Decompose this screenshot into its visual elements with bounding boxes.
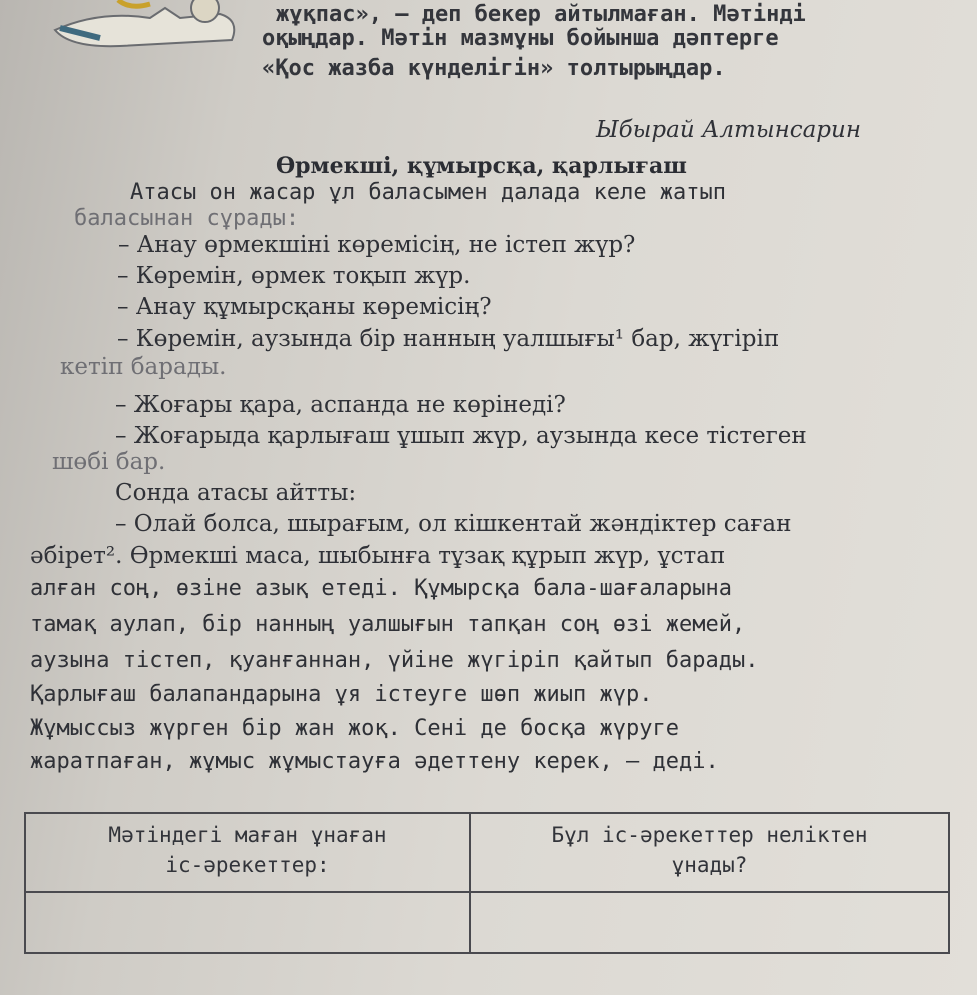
double-entry-diary-table bbox=[24, 812, 950, 954]
table-cell-empty[interactable] bbox=[471, 893, 948, 953]
story-line: аузына тістеп, қуанғаннан, үйіне жүгіріп қайтып барады. bbox=[30, 648, 759, 673]
story-line: жаратпаған, жұмыс жұмыстауға әдеттену керек, – деді. bbox=[30, 749, 719, 774]
table-header-liked-actions: Мәтіндегі маған ұнаған іс-әрекеттер: bbox=[108, 823, 387, 878]
intro-line-1: жұқпас», – деп бекер айтылмаған. Мәтінді bbox=[276, 2, 806, 27]
story-line: Қарлығаш балапандарына ұя істеуге шөп жиып жүр. bbox=[30, 682, 653, 707]
story-line: – Көремін, өрмек тоқып жүр. bbox=[117, 263, 471, 289]
story-line: тамақ аулап, бір нанның уалшығын тапқан соң өзі жемей, bbox=[30, 612, 746, 637]
story-line: – Анау құмырсқаны көремісің? bbox=[117, 294, 492, 320]
story-line: шөбі бар. bbox=[52, 449, 166, 475]
story-title: Өрмекші, құмырсқа, қарлығаш bbox=[276, 153, 687, 179]
story-line: алған соң, өзіне азық етеді. Құмырсқа бала-шағаларына bbox=[30, 576, 732, 601]
story-line: – Көремін, аузында бір нанның уалшығы¹ бар, жүгіріп bbox=[117, 326, 780, 352]
story-line: – Олай болса, шырағым, ол кішкентай жәндіктер саған bbox=[115, 511, 792, 537]
book-illustration bbox=[0, 0, 260, 50]
story-line: – Анау өрмекшіні көремісің, не істеп жүр? bbox=[118, 232, 636, 258]
story-line: Сонда атасы айтты: bbox=[115, 480, 357, 506]
table-cell-empty[interactable] bbox=[26, 893, 469, 953]
author-name: Ыбырай Алтынсарин bbox=[596, 117, 861, 143]
intro-line-2: оқыңдар. Мәтін мазмұны бойынша дәптерге bbox=[262, 26, 779, 51]
story-line: Жұмыссыз жүрген бір жан жоқ. Сені де босқа жүруге bbox=[30, 716, 680, 741]
intro-line-3: «Қос жазба күнделігін» толтырыңдар. bbox=[262, 56, 726, 81]
story-line: кетіп барады. bbox=[60, 354, 227, 380]
story-line: баласынан сұрады: bbox=[74, 206, 300, 231]
story-line: – Жоғары қара, аспанда не көрінеді? bbox=[115, 392, 566, 418]
table-header-why-liked: Бұл іс-әрекеттер неліктен ұнады? bbox=[551, 823, 868, 878]
story-line: – Жоғарыда қарлығаш ұшып жүр, аузында кесе тістеген bbox=[115, 423, 807, 449]
story-line: әбірет². Өрмекші маса, шыбынға тұзақ құрып жүр, ұстап bbox=[30, 543, 726, 569]
story-line: Атасы он жасар ұл баласымен далада келе жатып bbox=[130, 180, 727, 205]
